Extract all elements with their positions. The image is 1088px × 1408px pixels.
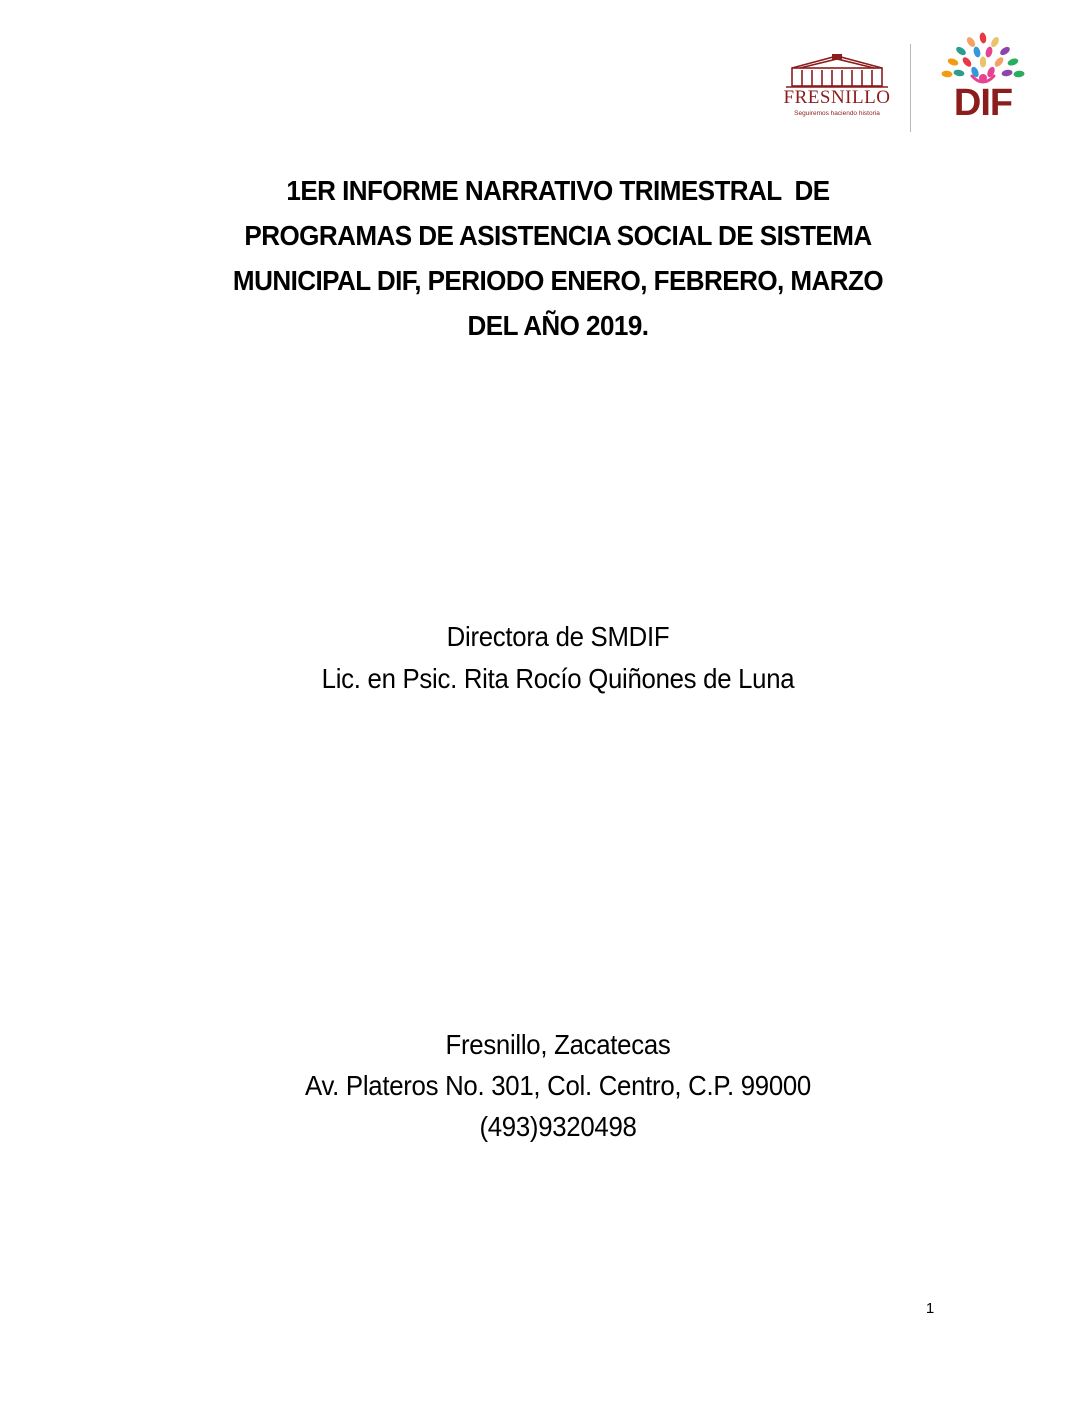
fresnillo-logo bbox=[770, 54, 904, 124]
dif-leaf bbox=[980, 57, 986, 68]
dif-leaf bbox=[989, 36, 1000, 49]
dif-leaf bbox=[965, 36, 977, 49]
dif-leaf bbox=[941, 70, 953, 77]
report-title bbox=[160, 168, 956, 348]
dif-leaf bbox=[984, 46, 993, 58]
dif-leaf bbox=[999, 45, 1012, 57]
page-number: 1 bbox=[925, 1300, 935, 1317]
dif-leaf bbox=[1013, 70, 1025, 77]
address-block bbox=[146, 1024, 970, 1147]
dif-leaf bbox=[972, 46, 981, 58]
title-line: MUNICIPAL DIF, PERIODO ENERO, FEBRERO, MARZO bbox=[232, 265, 884, 296]
director-role: Directora de SMDIF bbox=[446, 621, 670, 652]
title-line: DEL AÑO 2019. bbox=[467, 310, 649, 341]
fresnillo-logo-text: FRESNILLO bbox=[783, 87, 891, 108]
address-street: Av. Plateros No. 301, Col. Centro, C.P. 99000 bbox=[305, 1070, 811, 1101]
title-line: 1ER INFORME NARRATIVO TRIMESTRAL DE bbox=[286, 175, 830, 206]
dif-leaf bbox=[961, 56, 973, 69]
logo-divider bbox=[910, 44, 911, 132]
dif-leaf bbox=[947, 57, 960, 67]
dif-logo bbox=[934, 32, 1032, 124]
dif-logo-text: DIF bbox=[953, 82, 1013, 124]
address-city: Fresnillo, Zacatecas bbox=[445, 1029, 671, 1060]
title-line: PROGRAMAS DE ASISTENCIA SOCIAL DE SISTEMA bbox=[244, 220, 872, 251]
building-icon bbox=[770, 54, 904, 90]
dif-leaf bbox=[979, 32, 987, 44]
director-name: Lic. en Psic. Rita Rocío Quiñones de Luna bbox=[321, 663, 795, 694]
dif-leaf bbox=[1007, 57, 1020, 67]
dif-leaf bbox=[1001, 69, 1013, 77]
dif-leaf bbox=[993, 56, 1005, 69]
address-phone: (493)9320498 bbox=[479, 1111, 637, 1142]
director-block bbox=[164, 616, 952, 700]
dif-leaf bbox=[955, 45, 968, 57]
dif-leaf bbox=[953, 69, 965, 77]
fresnillo-logo-tagline: Seguiremos haciendo historia bbox=[794, 110, 880, 117]
